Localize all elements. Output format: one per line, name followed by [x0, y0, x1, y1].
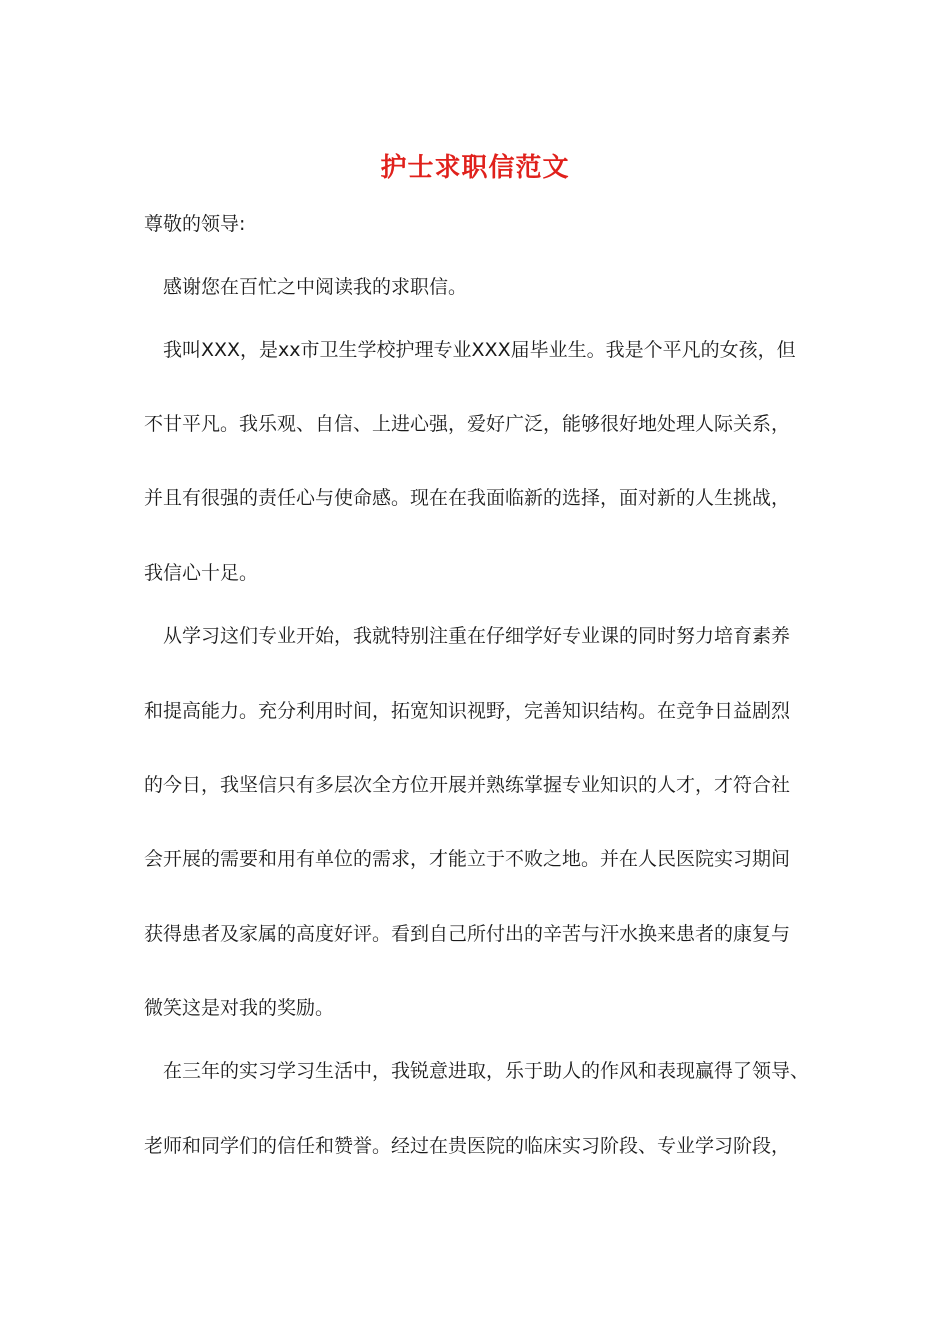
paragraph-line: 在三年的实习学习生活中，我锐意进取，乐于助人的作风和表现赢得了领导、	[163, 1060, 810, 1082]
paragraph-line: 微笑这是对我的奖励。	[144, 997, 335, 1019]
salutation: 尊敬的领导:	[144, 213, 246, 235]
paragraph-line: 我信心十足。	[144, 562, 259, 584]
paragraph-line: 和提高能力。充分利用时间，拓宽知识视野，完善知识结构。在竞争日益剧烈	[144, 700, 791, 722]
document-title: 护士求职信范文	[380, 153, 570, 183]
paragraph-line: 不甘平凡。我乐观、自信、上进心强，爱好广泛，能够很好地处理人际关系，	[144, 413, 791, 435]
paragraph-line: 老师和同学们的信任和赞誉。经过在贵医院的临床实习阶段、专业学习阶段，	[144, 1135, 791, 1157]
paragraph-line: 并且有很强的责任心与使命感。现在在我面临新的选择，面对新的人生挑战，	[144, 487, 791, 509]
paragraph-line: 从学习这们专业开始，我就特别注重在仔细学好专业课的同时努力培育素养	[163, 625, 791, 647]
paragraph-line: 我叫XXX，是xx市卫生学校护理专业XXX届毕业生。我是个平凡的女孩，但	[163, 339, 796, 361]
paragraph-line: 会开展的需要和用有单位的需求，才能立于不败之地。并在人民医院实习期间	[144, 848, 791, 870]
paragraph-line: 的今日，我坚信只有多层次全方位开展并熟练掌握专业知识的人才，才符合社	[144, 774, 791, 796]
paragraph-line: 获得患者及家属的高度好评。看到自己所付出的辛苦与汗水换来患者的康复与	[144, 923, 791, 945]
paragraph-line: 感谢您在百忙之中阅读我的求职信。	[163, 276, 468, 298]
